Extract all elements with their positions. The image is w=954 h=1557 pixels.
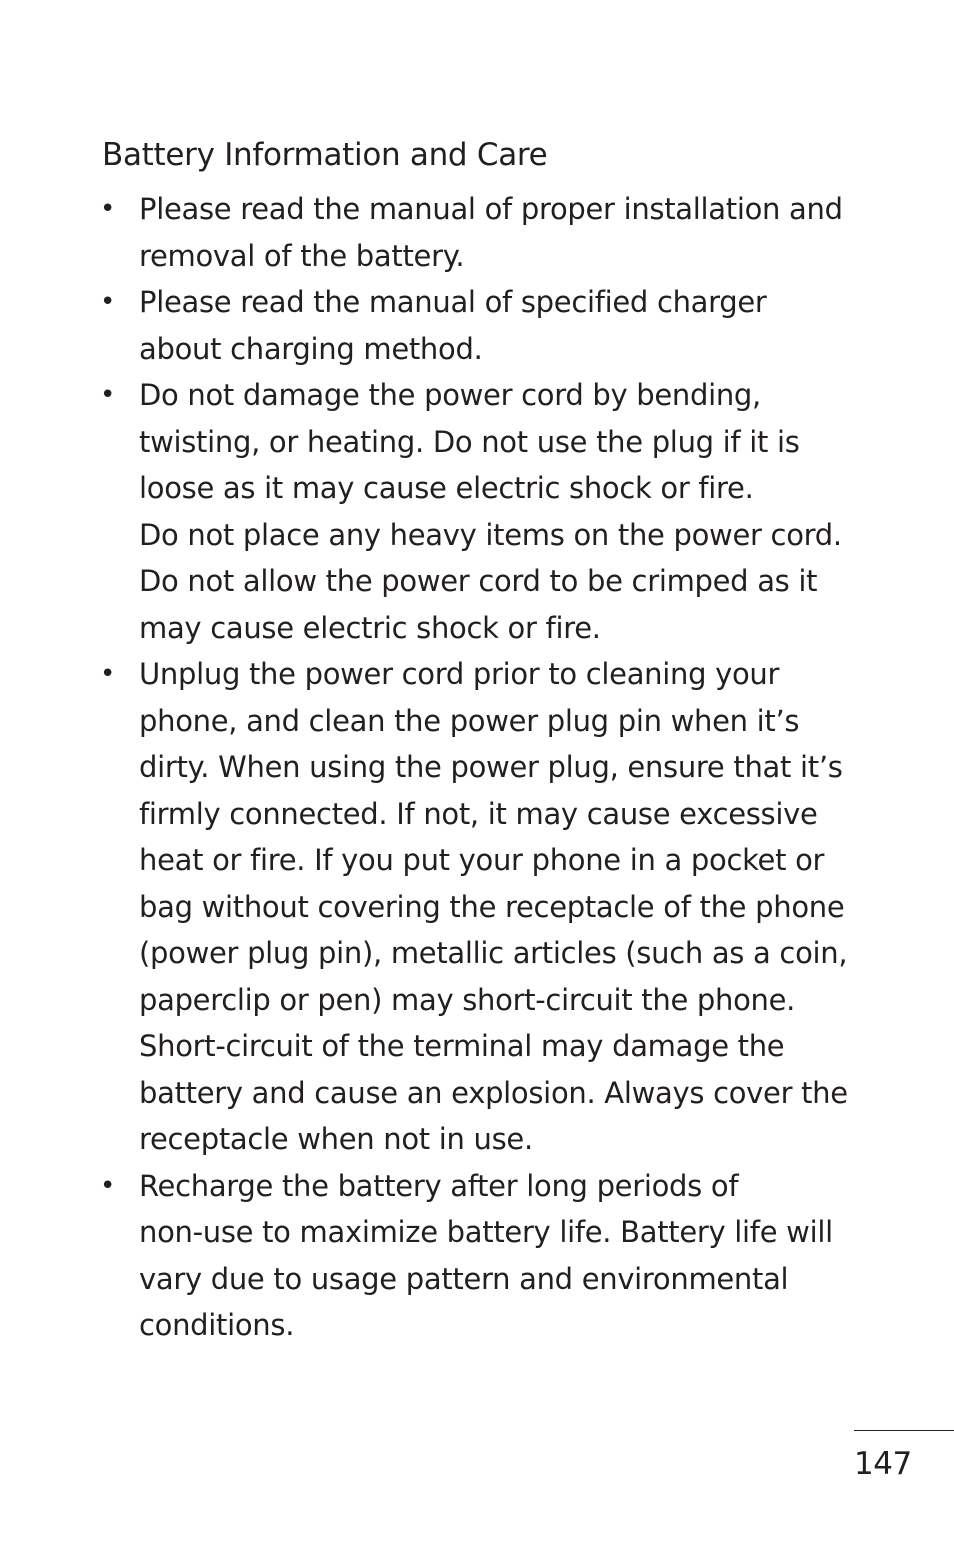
page-number: 147 <box>854 1446 912 1482</box>
text-line: (power plug pin), metallic articles (such as a coin, <box>139 936 848 970</box>
bullet-text <box>139 372 899 651</box>
bullet-text <box>139 651 899 1163</box>
list-item <box>0 186 899 279</box>
text-line: Do not damage the power cord by bending, <box>139 378 761 412</box>
bullet-text <box>139 1163 899 1349</box>
list-item <box>0 279 899 372</box>
text-line: Please read the manual of specified charger <box>139 285 767 319</box>
text-line: Please read the manual of proper installation and <box>139 192 843 226</box>
list-item <box>0 372 899 651</box>
text-line: paperclip or pen) may short-circuit the phone. <box>139 982 796 1017</box>
text-line: Do not place any heavy items on the power cord. <box>139 517 842 552</box>
text-line: battery and cause an explosion. Always cover the <box>139 1075 848 1110</box>
list-item <box>0 1163 899 1349</box>
text-line: about charging method. <box>139 331 483 366</box>
bullet-point: • <box>100 287 116 317</box>
text-line: bag without covering the receptacle of the phone <box>139 889 845 924</box>
text-line: phone, and clean the power plug pin when it’s <box>139 703 800 738</box>
text-line: loose as it may cause electric shock or fire. <box>139 471 754 505</box>
text-line: heat or fire. If you put your phone in a pocket or <box>139 843 825 877</box>
bullet-point: • <box>100 380 116 410</box>
bullet-list <box>0 186 954 1349</box>
text-line: removal of the battery. <box>139 238 465 273</box>
text-line: may cause electric shock or fire. <box>139 610 601 645</box>
text-line: Recharge the battery after long periods of <box>139 1168 739 1203</box>
bullet-text <box>139 279 899 372</box>
text-line: Do not allow the power cord to be crimped as it <box>139 564 818 598</box>
bullet-point: • <box>100 194 116 224</box>
text-line: Unplug the power cord prior to cleaning your <box>139 657 780 691</box>
list-item <box>0 651 899 1163</box>
text-line: dirty. When using the power plug, ensure that it’s <box>139 750 843 784</box>
section-title: Battery Information and Care <box>102 137 548 173</box>
footer-divider <box>854 1430 954 1431</box>
bullet-point: • <box>100 1170 116 1201</box>
text-line: conditions. <box>139 1308 295 1342</box>
text-line: vary due to usage pattern and environmental <box>139 1261 789 1296</box>
text-line: Short-circuit of the terminal may damage the <box>139 1029 785 1063</box>
text-line: firmly connected. If not, it may cause excessive <box>139 796 818 831</box>
bullet-text <box>139 186 899 279</box>
text-line: twisting, or heating. Do not use the plug if it is <box>139 424 800 459</box>
text-line: non-use to maximize battery life. Battery life will <box>139 1215 833 1249</box>
text-line: receptacle when not in use. <box>139 1122 533 1156</box>
bullet-point: • <box>100 659 116 689</box>
